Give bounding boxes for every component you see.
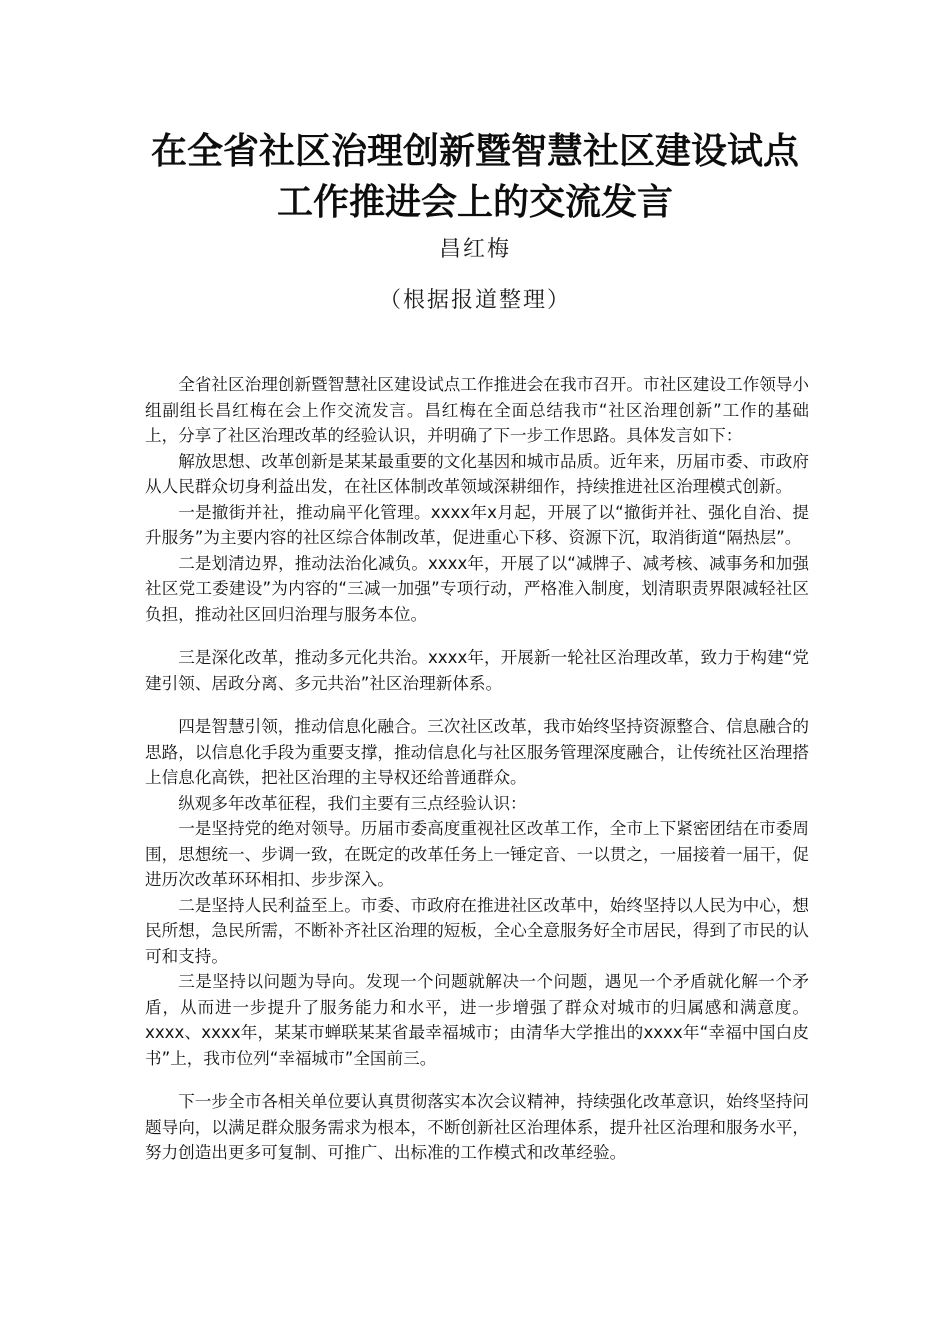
paragraph-point-1: 一是撤街并社，推动扁平化管理。xxxx年x月起，开展了以“撤街并社、强化自治、提升服务”为主要内容的社区综合体制改革，促进重心下移、资源下沉，取消街道“隔热层”。 xyxy=(145,502,809,547)
paragraph-experience-2: 二是坚持人民利益至上。市委、市政府在推进社区改革中，始终坚持以人民为中心，想民所想，急民所需，不断补齐社区治理的短板，全心全意服务好全市居民，得到了市民的认可和支持。 xyxy=(145,895,809,966)
document-title-line2: 工作推进会上的交流发言 xyxy=(276,181,673,223)
document-source-note: （根据报道整理） xyxy=(378,288,571,313)
paragraph-experience-intro: 纵观多年改革征程，我们主要有三点经验认识： xyxy=(178,793,527,813)
paragraph-point-4: 四是智慧引领，推动信息化融合。三次社区改革，我市始终坚持资源整合、信息融合的思路，以信息化手段为重要支撑，推动信息化与社区服务管理深度融合，让传统社区治理搭上信息化高铁，把社区治理的主导权还给普通群众。 xyxy=(145,717,809,787)
paragraph-overview: 解放思想、改革创新是某某最重要的文化基因和城市品质。近年来，历届市委、市政府从人民群众切身利益出发，在社区体制改革领域深耕细作，持续推进社区治理模式创新。 xyxy=(145,451,809,496)
document-title-line1: 在全省社区治理创新暨智慧社区建设试点 xyxy=(150,130,799,172)
paragraph-intro: 全省社区治理创新暨智慧社区建设试点工作推进会在我市召开。市社区建设工作领导小组副组长昌红梅在会上作交流发言。昌红梅在全面总结我市“社区治理创新”工作的基础上，分享了社区治理改革的经验认识，并明确了下一步工作思路。具体发言如下： xyxy=(145,375,809,445)
paragraph-experience-3: 三是坚持以问题为导向。发现一个问题就解决一个问题，遇见一个矛盾就化解一个矛盾，从而进一步提升了服务能力和水平，进一步增强了群众对城市的归属感和满意度。xxxx、xxxx年，某某市蝉联某某省最幸福城市；由清华大学推出的xxxx年“幸福中国白皮书”上，我市位列“幸福城市”全国前三。 xyxy=(145,972,809,1068)
document-body xyxy=(145,372,809,1166)
paragraph-point-2: 二是划清边界，推动法治化减负。xxxx年，开展了以“减牌子、减考核、减事务和加强社区党工委建设”为内容的“三减一加强”专项行动，严格准入制度，划清职责界限减轻社区负担，推动社区回归治理与服务本位。 xyxy=(145,553,809,624)
paragraph-point-3: 三是深化改革，推动多元化共治。xxxx年，开展新一轮社区治理改革，致力于构建“党建引领、居政分离、多元共治”社区治理新体系。 xyxy=(145,648,809,693)
paragraph-experience-1: 一是坚持党的绝对领导。历届市委高度重视社区改革工作，全市上下紧密团结在市委周围，思想统一、步调一致，在既定的改革任务上一锤定音、一以贯之，一届接着一届干，促进历次改革环环相扣、步步深入。 xyxy=(145,819,809,889)
paragraph-next-steps: 下一步全市各相关单位要认真贯彻落实本次会议精神，持续强化改革意识，始终坚持问题导向，以满足群众服务需求为根本，不断创新社区治理体系，提升社区治理和服务水平，努力创造出更多可复制、可推广、出标准的工作模式和改革经验。 xyxy=(145,1092,809,1162)
document-author: 昌红梅 xyxy=(438,237,511,262)
